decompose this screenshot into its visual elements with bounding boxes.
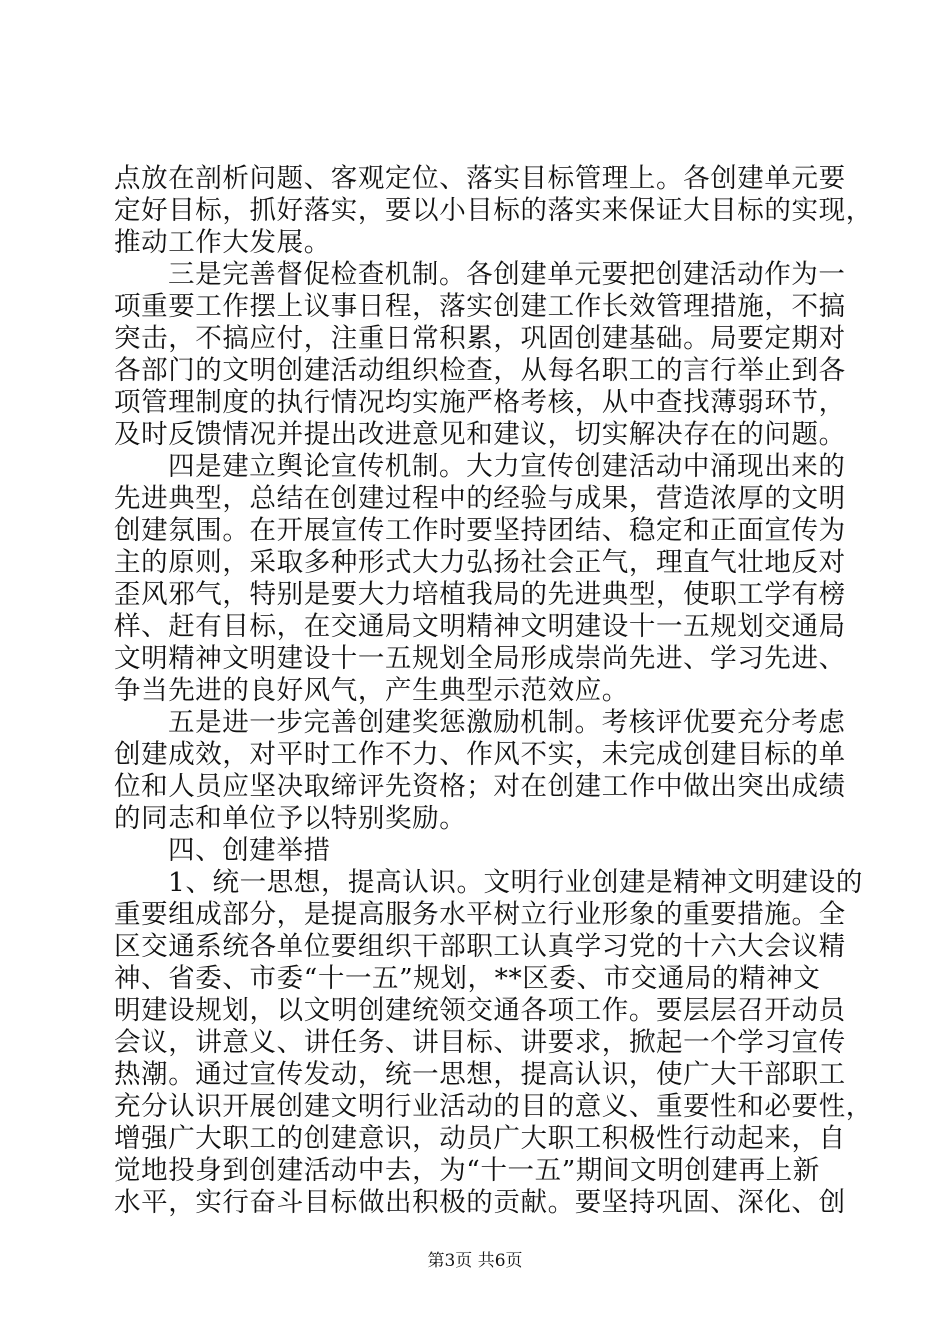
text-line: 及时反馈情况并提出改进意见和建议，切实解决存在的问题。 — [114, 419, 846, 450]
text-line: 歪风邪气，特别是要大力培植我局的先进典型，使职工学有榜 — [114, 579, 846, 610]
text-line: 创建成效，对平时工作不力、作风不实，未完成创建目标的单 — [114, 739, 846, 770]
text-line: 五是进一步完善创建奖惩激励机制。考核评优要充分考虑 — [168, 707, 846, 738]
text-line: 主的原则，采取多种形式大力弘扬社会正气，理直气壮地反对 — [114, 547, 846, 578]
text-line: 文明精神文明建设十一五规划全局形成崇尚先进、学习先进、 — [114, 643, 846, 674]
section-heading: 四、创建举措 — [168, 835, 331, 866]
text-line: 充分认识开展创建文明行业活动的目的意义、重要性和必要性， — [114, 1091, 873, 1122]
text-line: 区交通系统各单位要组织干部职工认真学习党的十六大会议精 — [114, 931, 846, 962]
text-line: 觉地投身到创建活动中去，为“十一五”期间文明创建再上新 — [114, 1155, 820, 1186]
text-line: 三是完善督促检查机制。各创建单元要把创建活动作为一 — [168, 259, 846, 290]
text-line: 定好目标，抓好落实，要以小目标的落实来保证大目标的实现， — [114, 195, 873, 226]
text-line: 样、赶有目标，在交通局文明精神文明建设十一五规划交通局 — [114, 611, 846, 642]
text-line: 1、统一思想，提高认识。文明行业创建是精神文明建设的 — [168, 867, 863, 898]
text-line: 明建设规划，以文明创建统领交通各项工作。要层层召开动员 — [114, 995, 846, 1026]
text-line: 突击，不搞应付，注重日常积累，巩固创建基础。局要定期对 — [114, 323, 846, 354]
text-line: 会议，讲意义、讲任务、讲目标、讲要求，掀起一个学习宣传 — [114, 1027, 846, 1058]
text-line: 增强广大职工的创建意识，动员广大职工积极性行动起来，自 — [114, 1123, 846, 1154]
text-line: 创建氛围。在开展宣传工作时要坚持团结、稳定和正面宣传为 — [114, 515, 846, 546]
text-line: 水平，实行奋斗目标做出积极的贡献。要坚持巩固、深化、创 — [114, 1187, 846, 1218]
text-line: 神、省委、市委“十一五”规划，**区委、市交通局的精神文 — [114, 963, 821, 994]
text-line: 争当先进的良好风气，产生典型示范效应。 — [114, 675, 629, 706]
text-line: 各部门的文明创建活动组织检查，从每名职工的言行举止到各 — [114, 355, 846, 386]
text-line: 项重要工作摆上议事日程，落实创建工作长效管理措施，不搞 — [114, 291, 846, 322]
text-line: 推动工作大发展。 — [114, 227, 331, 258]
text-line: 热潮。通过宣传发动，统一思想，提高认识，使广大干部职工 — [114, 1059, 846, 1090]
text-line: 四是建立舆论宣传机制。大力宣传创建活动中涌现出来的 — [168, 451, 846, 482]
text-line: 点放在剖析问题、客观定位、落实目标管理上。各创建单元要 — [114, 163, 846, 194]
page-number-footer: 第3页 共6页 — [427, 1251, 523, 1271]
text-line: 的同志和单位予以特别奖励。 — [114, 803, 467, 834]
text-line: 位和人员应坚决取缔评先资格；对在创建工作中做出突出成绩 — [114, 771, 846, 802]
text-line: 先进典型，总结在创建过程中的经验与成果，营造浓厚的文明 — [114, 483, 846, 514]
text-line: 重要组成部分，是提高服务水平树立行业形象的重要措施。全 — [114, 899, 846, 930]
text-line: 项管理制度的执行情况均实施严格考核，从中查找薄弱环节， — [114, 387, 846, 418]
